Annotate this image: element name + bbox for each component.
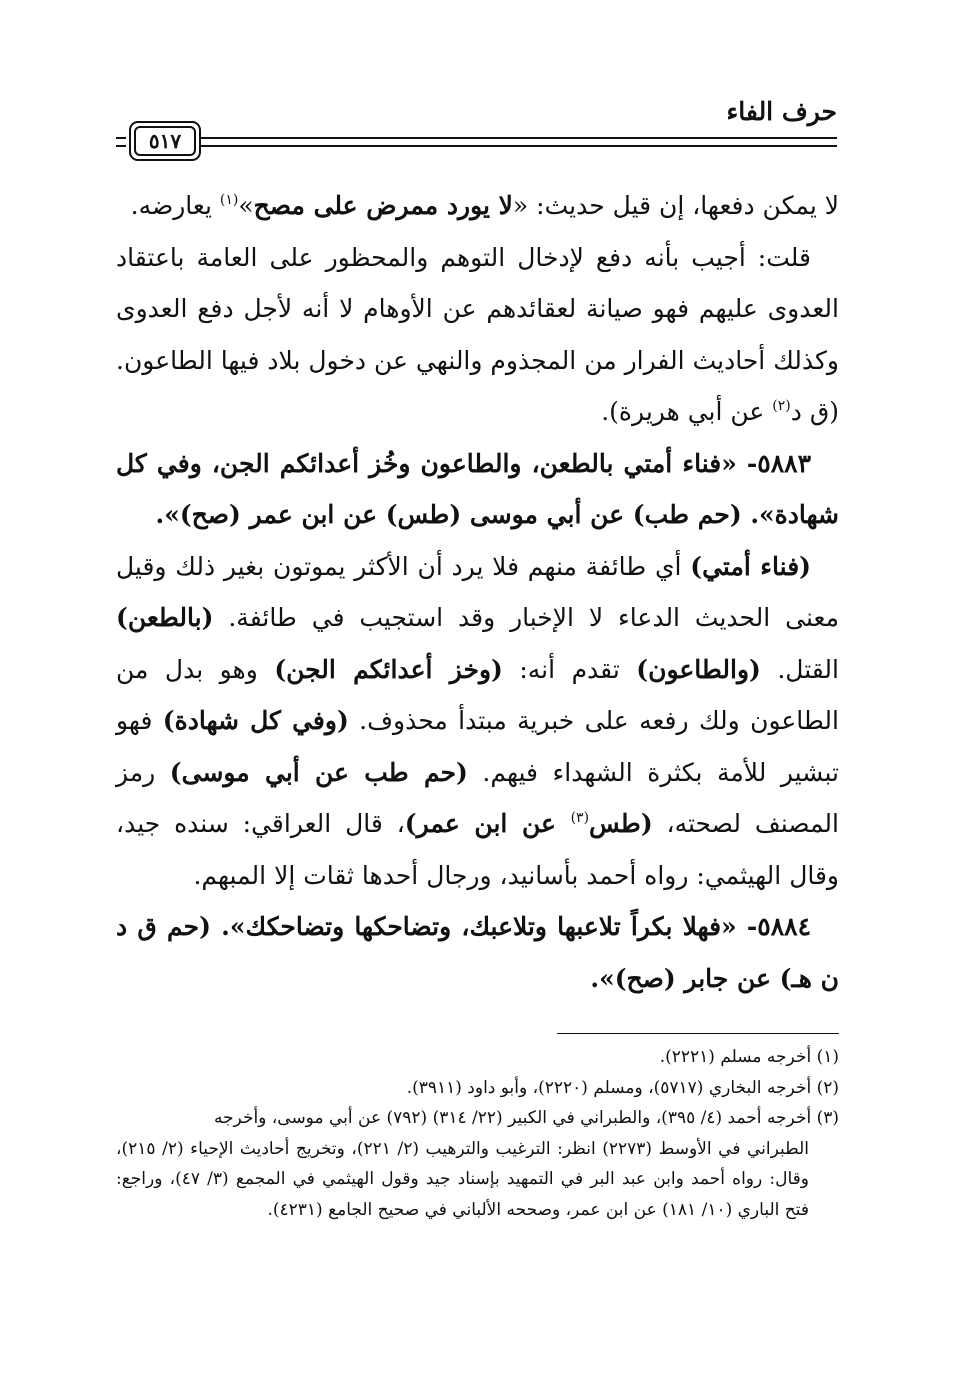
commentary-5883 <box>116 541 839 902</box>
keyword: (طس <box>589 809 653 838</box>
hadith-quote: لا يورد ممرض على مصح <box>253 191 513 220</box>
footnotes <box>116 1042 839 1225</box>
text-span: تقدم أنه: <box>502 654 637 684</box>
page-number: ٥١٧ <box>134 126 196 156</box>
footnote-2: (٢) أخرجه البخاري (٥٧١٧)، ومسلم (٢٢٢٠)، وأبو داود (٣٩١١). <box>406 1077 839 1098</box>
footnote-3: (٣) أخرجه أحمد (٤/ ٣٩٥)، والطبراني في الكبير (٢٢/ ٣١٤) (٧٩٢) عن أبي موسى، وأخرجه <box>213 1108 839 1128</box>
footnote-ref-1[interactable]: (١) <box>219 192 239 208</box>
footnote-rule <box>557 1033 839 1034</box>
text-span: يعارضه. <box>130 191 220 220</box>
text-span: لا يمكن دفعها، إن قيل حديث: « <box>512 191 839 220</box>
keyword: (وفي كل شهادة) <box>162 706 349 735</box>
text-span: القتل. <box>760 654 839 684</box>
text-span: قلت: أجيب بأنه دفع لإدخال التوهم والمحظور على العامة باعتقاد العدوى عليهم فهو صيانة لعقائدهم عن الأوهام لا أنه لأجل دفع العدوى وكذلك أحاديث الفرار من المجذوم والنهي عن دخول بلاد فيها الطاعون. (ق د <box>116 242 839 426</box>
text-span: فهو تبشير للأمة بكثرة الشهداء فيهم. <box>116 706 839 787</box>
hadith-5883: ٥٨٨٣- «فناء أمتي بالطعن، والطاعون وخُز أعدائكم الجن، وفي كل شهادة». (حم طب) عن أبي موسى (طس) عن ابن عمر (صح)». <box>116 448 839 529</box>
header-rule-stub <box>116 137 126 147</box>
paragraph-1 <box>116 180 839 232</box>
footnote-ref-2[interactable]: (٢) <box>772 398 791 414</box>
keyword: (بالطعن) <box>116 603 214 632</box>
paragraph-2 <box>116 232 839 438</box>
text-span: ، قال العراقي: سنده جيد، وقال الهيثمي: رواه أحمد بأسانيد، ورجال أحدها ثقات إلا المبهم. <box>116 809 839 890</box>
text-span: أي طائفة منهم فلا يرد أن الأكثر يموتون بغير ذلك وقيل معنى الحديث الدعاء لا الإخبار وقد استجيب في طائفة. <box>116 551 839 632</box>
keyword: (وخز أعدائكم الجن) <box>274 654 503 684</box>
hadith-5884: ٥٨٨٤- «فهلا بكراً تلاعبها وتلاعبك، وتضاحكها وتضاحكك». (حم ق د ن هـ) عن جابر (صح)». <box>116 912 839 993</box>
keyword: (فناء أمتي) <box>690 551 811 581</box>
page-number-frame <box>129 121 201 161</box>
keyword: (والطاعون) <box>636 654 761 684</box>
text-span: وهو بدل من الطاعون ولك رفعه على خبرية مبتدأ محذوف. <box>116 654 839 735</box>
text-span: رمز المصنف لصحته، <box>116 757 839 838</box>
text-span: » <box>238 191 254 220</box>
footnote-ref-3[interactable]: (٣) <box>570 810 590 826</box>
main-text <box>116 180 839 1004</box>
keyword: (حم طب عن أبي موسى) <box>169 757 468 787</box>
chapter-title: حرف الفاء <box>726 97 837 126</box>
header-rule <box>200 137 837 147</box>
keyword: عن ابن عمر) <box>404 809 571 838</box>
text-span: عن أبي هريرة). <box>601 397 773 426</box>
footnote-3-continued: الطبراني في الأوسط (٢٢٧٣) انظر: الترغيب والترهيب (٢/ ٢٢١)، وتخريج أحاديث الإحياء (٢/ ٢١٥)، وقال: رواه أحمد وابن عبد البر في التمهيد بإسناد جيد وقول الهيثمي في المجمع (٣/ ٤٧)، وراجع: فتح الباري (١٠/ ١٨١) عن ابن عمر، وصححه الألباني في صحيح الجامع (٤٢٣١). <box>116 1138 809 1220</box>
footnote-1: (١) أخرجه مسلم (٢٢٢١). <box>659 1047 839 1067</box>
